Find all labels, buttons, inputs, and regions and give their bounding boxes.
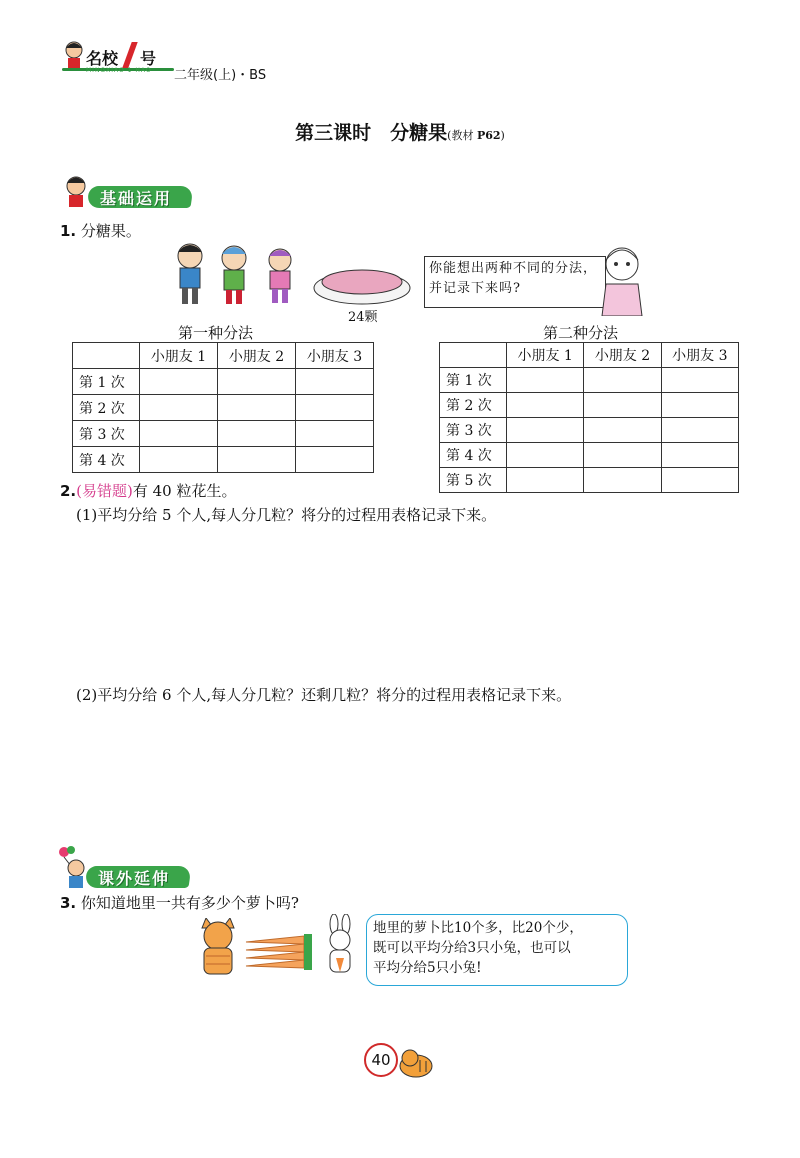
table2-row-label: 第 1 次 xyxy=(440,368,507,393)
candy-count-label: 24颗 xyxy=(348,310,378,325)
answer-cell[interactable] xyxy=(140,447,218,473)
grade-label: 二年级(上)・BS xyxy=(174,68,267,83)
balloon-kid-icon xyxy=(58,846,92,890)
answer-cell[interactable] xyxy=(218,369,296,395)
answer-cell[interactable] xyxy=(507,393,584,418)
brand-name-2: 号 xyxy=(140,49,157,68)
boy-mascot-icon xyxy=(60,174,92,210)
table2-row-label: 第 3 次 xyxy=(440,418,507,443)
answer-cell[interactable] xyxy=(661,443,738,468)
error-prone-tag: (易错题) xyxy=(76,482,133,500)
answer-cell[interactable] xyxy=(661,418,738,443)
table1-header-kid2: 小朋友 2 xyxy=(218,343,296,369)
table-method-2 xyxy=(439,342,739,493)
question-2-part-1: (1)平均分给 5 个人,每人分几粒？将分的过程用表格记录下来。 xyxy=(76,506,497,524)
table2-row-label: 第 5 次 xyxy=(440,468,507,493)
answer-cell[interactable] xyxy=(584,443,661,468)
table2-header-corner xyxy=(440,343,507,368)
question-1: 1. 分糖果。 xyxy=(60,222,141,240)
table-method-1 xyxy=(72,342,374,473)
answer-cell[interactable] xyxy=(584,368,661,393)
answer-cell[interactable] xyxy=(584,468,661,493)
table2-header-kid1: 小朋友 1 xyxy=(507,343,584,368)
cat-icon xyxy=(194,918,244,976)
kid-3-icon xyxy=(269,249,291,303)
table1-row-label: 第 1 次 xyxy=(73,369,140,395)
table1-header-corner xyxy=(73,343,140,369)
three-kids-illustration xyxy=(168,240,308,310)
kid-2-icon xyxy=(222,246,246,304)
section-banner-basic xyxy=(60,180,190,208)
answer-cell[interactable] xyxy=(661,368,738,393)
brand-pinyin: MINGXIAO 1 HAO xyxy=(86,67,152,74)
tiger-icon xyxy=(398,1046,434,1078)
answer-cell[interactable] xyxy=(507,368,584,393)
section-label: 课外延伸 xyxy=(98,869,171,888)
speech-bubble-2 xyxy=(366,914,628,986)
speech-bubble-1: 你能想出两种不同的分法，并记录下来吗? xyxy=(424,256,606,308)
answer-cell[interactable] xyxy=(296,421,374,447)
thinking-boy-icon xyxy=(600,244,646,316)
table1-header-kid3: 小朋友 3 xyxy=(296,343,374,369)
table1-header-kid1: 小朋友 1 xyxy=(140,343,218,369)
table2-header-kid2: 小朋友 2 xyxy=(584,343,661,368)
answer-cell[interactable] xyxy=(140,395,218,421)
table1-row-label: 第 3 次 xyxy=(73,421,140,447)
answer-cell[interactable] xyxy=(218,395,296,421)
table1-row-label: 第 4 次 xyxy=(73,447,140,473)
answer-cell[interactable] xyxy=(140,369,218,395)
table2-row-label: 第 4 次 xyxy=(440,443,507,468)
rabbit-icon xyxy=(320,914,360,976)
answer-cell[interactable] xyxy=(296,369,374,395)
answer-cell[interactable] xyxy=(296,447,374,473)
brand-name-1: 名校 xyxy=(86,49,119,68)
table1-caption: 第一种分法 xyxy=(178,324,254,342)
answer-cell[interactable] xyxy=(584,393,661,418)
speech-line-3: 平均分给5只小兔! xyxy=(373,960,482,976)
answer-cell[interactable] xyxy=(507,418,584,443)
brand-header xyxy=(62,40,292,83)
answer-cell[interactable] xyxy=(218,421,296,447)
question-2: 2.(易错题)有 40 粒花生。 xyxy=(60,482,237,500)
answer-cell[interactable] xyxy=(140,421,218,447)
answer-cell[interactable] xyxy=(661,468,738,493)
answer-cell[interactable] xyxy=(507,468,584,493)
section-banner-extension xyxy=(58,860,188,888)
table2-caption: 第二种分法 xyxy=(543,324,619,342)
table2-row-label: 第 2 次 xyxy=(440,393,507,418)
speech-line-1: 地里的萝卜比10个多，比20个少， xyxy=(373,920,583,936)
kid-1-icon xyxy=(178,244,202,304)
section-label: 基础运用 xyxy=(100,189,173,208)
table1-row-label: 第 2 次 xyxy=(73,395,140,421)
lesson-title xyxy=(0,118,800,145)
answer-area-2-1[interactable] xyxy=(76,528,736,668)
table2-header-kid3: 小朋友 3 xyxy=(661,343,738,368)
lesson-title-text: 第三课时 分糖果 xyxy=(295,122,448,144)
speech-line-2: 既可以平均分给3只小兔，也可以 xyxy=(373,940,571,956)
mascot-icon xyxy=(62,40,86,70)
page-number: 40 xyxy=(364,1043,398,1077)
answer-cell[interactable] xyxy=(296,395,374,421)
candy-plate-icon xyxy=(312,262,412,306)
answer-cell[interactable] xyxy=(661,393,738,418)
question-2-part-2: (2)平均分给 6 个人,每人分几粒？还剩几粒？将分的过程用表格记录下来。 xyxy=(76,686,572,704)
brand-slash xyxy=(122,42,137,68)
carrots-icon xyxy=(244,932,314,976)
answer-area-2-2[interactable] xyxy=(76,708,736,838)
answer-cell[interactable] xyxy=(584,418,661,443)
answer-cell[interactable] xyxy=(507,443,584,468)
textbook-ref: (教材 P62) xyxy=(447,129,505,142)
answer-cell[interactable] xyxy=(218,447,296,473)
question-3: 3. 你知道地里一共有多少个萝卜吗? xyxy=(60,894,299,912)
